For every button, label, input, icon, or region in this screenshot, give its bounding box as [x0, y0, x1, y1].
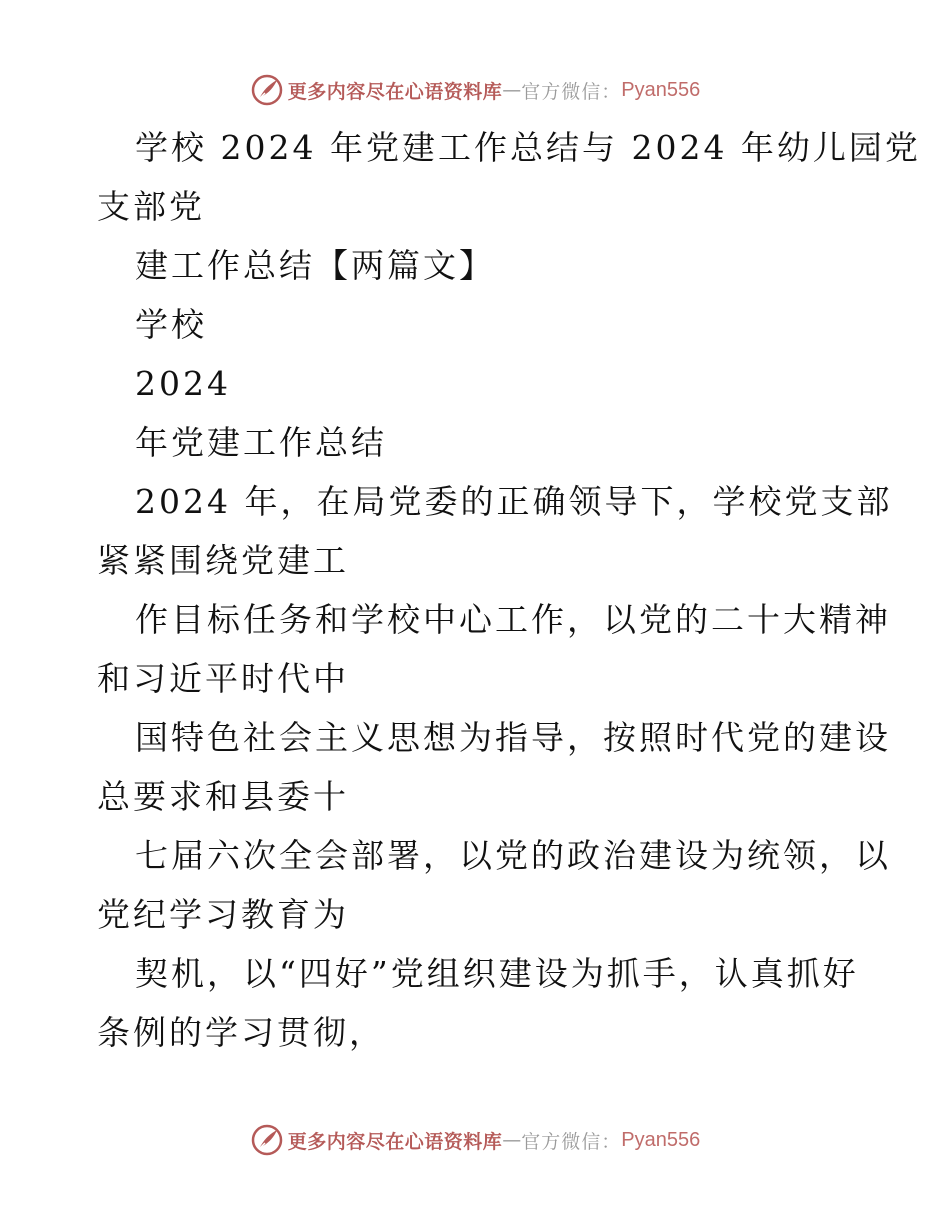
watermark-separator: —	[502, 79, 522, 101]
text-line: 建工作总结【两篇文】	[135, 246, 495, 285]
watermark-brand: 更多内容尽在心语资料库	[287, 80, 503, 103]
document-body	[97, 118, 921, 1062]
watermark-handle: Pyan556	[621, 78, 701, 101]
text-line: 学校	[135, 305, 207, 344]
text-line: 年党建工作总结	[135, 423, 387, 462]
watermark-wechat-label: 官方微信：	[521, 80, 622, 103]
text-line: 条例的学习贯彻，	[97, 1013, 385, 1052]
text-line: 党纪学习教育为	[97, 895, 349, 934]
text-line: 国特色社会主义思想为指导，按照时代党的建设	[135, 718, 891, 757]
text-line: 学校 2024 年党建工作总结与 2024 年幼儿园党	[135, 128, 921, 167]
quill-logo-icon	[250, 1123, 284, 1157]
text-line: 2024 年，在局党委的正确领导下，学校党支部	[135, 482, 893, 521]
quill-logo-icon	[250, 73, 284, 107]
watermark-handle: Pyan556	[621, 1128, 701, 1151]
watermark-header	[0, 70, 950, 110]
watermark-separator: —	[502, 1129, 522, 1151]
text-line: 紧紧围绕党建工	[97, 541, 349, 580]
text-line: 总要求和县委十	[97, 777, 349, 816]
watermark-wechat-label: 官方微信：	[521, 1130, 622, 1153]
watermark-brand: 更多内容尽在心语资料库	[287, 1130, 503, 1153]
text-line: 契机，以“四好”党组织建设为抓手，认真抓好	[135, 954, 859, 993]
text-line: 作目标任务和学校中心工作，以党的二十大精神	[135, 600, 891, 639]
text-line: 七届六次全会部署，以党的政治建设为统领，以	[135, 836, 891, 875]
text-line: 支部党	[97, 187, 205, 226]
text-line: 和习近平时代中	[97, 659, 349, 698]
text-line: 2024	[135, 364, 231, 403]
watermark-footer	[0, 1120, 950, 1160]
